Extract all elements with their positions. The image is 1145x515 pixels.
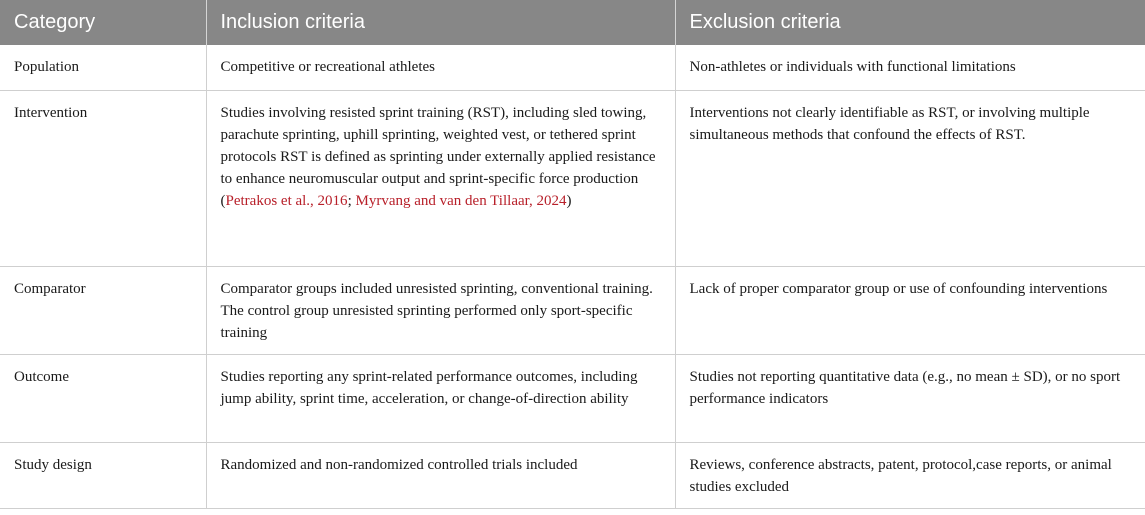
citation-link-myrvang[interactable]: Myrvang and van den Tillaar, 2024: [355, 193, 567, 209]
exclusion-cell: Non-athletes or individuals with functional limitations: [675, 45, 1145, 91]
table-row: [0, 267, 1145, 355]
table-row: [0, 91, 1145, 267]
table-row: [0, 443, 1145, 509]
exclusion-cell: Reviews, conference abstracts, patent, protocol,case reports, or animal studies excluded: [675, 443, 1145, 509]
header-row: [0, 0, 1145, 45]
citation-link-petrakos[interactable]: Petrakos et al., 2016: [225, 193, 348, 209]
exclusion-cell: Studies not reporting quantitative data (e.g., no mean ± SD), or no sport performance indicators: [675, 355, 1145, 443]
citation-separator: ;: [347, 193, 356, 209]
table-row: [0, 45, 1145, 91]
header-exclusion: Exclusion criteria: [675, 0, 1145, 45]
category-cell: Population: [0, 45, 206, 91]
inclusion-cell: Comparator groups included unresisted sprinting, conventional training. The control group unresisted sprinting performed only sport-specific training: [206, 267, 675, 355]
citation-close: ): [566, 193, 572, 209]
inclusion-text: Studies involving resisted sprint training (RST), including sled towing, parachute sprinting, uphill sprinting, weighted vest, or tethered sprint protocols RST is defined as sprinting under externally applied resistance to enhance neuromuscular output and sprint-specific force production (: [220, 105, 656, 209]
table-row: [0, 355, 1145, 443]
inclusion-cell: Studies reporting any sprint-related performance outcomes, including jump ability, sprint time, acceleration, or change-of-direction ability: [206, 355, 675, 443]
inclusion-cell: [206, 91, 675, 267]
inclusion-cell: Randomized and non-randomized controlled trials included: [206, 443, 675, 509]
category-cell: Intervention: [0, 91, 206, 267]
exclusion-cell: Interventions not clearly identifiable as RST, or involving multiple simultaneous methods that confound the effects of RST.: [675, 91, 1145, 267]
category-cell: Study design: [0, 443, 206, 509]
category-cell: Outcome: [0, 355, 206, 443]
header-inclusion: Inclusion criteria: [206, 0, 675, 45]
inclusion-cell: Competitive or recreational athletes: [206, 45, 675, 91]
exclusion-cell: Lack of proper comparator group or use of confounding interventions: [675, 267, 1145, 355]
header-category: Category: [0, 0, 206, 45]
category-cell: Comparator: [0, 267, 206, 355]
